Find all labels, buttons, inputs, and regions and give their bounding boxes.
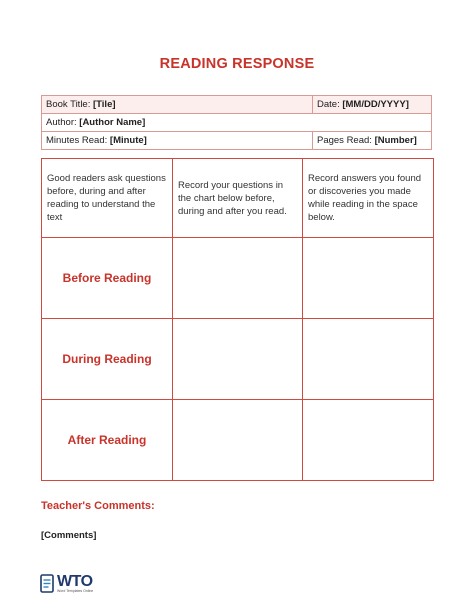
author-field[interactable] [42, 114, 432, 132]
row-label-during-reading: During Reading [42, 319, 173, 400]
logo-text: WTO [57, 573, 93, 590]
teacher-comments-label: Teacher's Comments: [41, 500, 155, 512]
pages-label: Pages Read: [317, 135, 375, 146]
table-row [42, 319, 434, 400]
questions-cell[interactable] [173, 319, 303, 400]
book-title-value: [Tile] [93, 99, 116, 110]
date-value: [MM/DD/YYYY] [342, 99, 409, 110]
page-title: READING RESPONSE [159, 56, 315, 72]
date-label: Date: [317, 99, 343, 110]
book-title-label: Book Title: [46, 99, 93, 110]
row-label-after-reading: After Reading [42, 400, 173, 481]
document-icon [40, 573, 56, 595]
grid-header-cell: Record answers you found or discoveries you made while reading in the space below. [303, 159, 434, 238]
teacher-comments-field[interactable]: [Comments] [41, 530, 97, 541]
questions-cell[interactable] [173, 400, 303, 481]
minutes-label: Minutes Read: [46, 135, 110, 146]
table-row [42, 238, 434, 319]
questions-cell[interactable] [173, 238, 303, 319]
answers-cell[interactable] [303, 319, 434, 400]
logo-subtitle: Word Templates Online [57, 589, 94, 593]
date-field[interactable] [313, 96, 432, 114]
grid-header-row [42, 159, 434, 238]
answers-cell[interactable] [303, 400, 434, 481]
author-value: [Author Name] [79, 117, 146, 128]
row-label-before-reading: Before Reading [42, 238, 173, 319]
minutes-value: [Minute] [109, 135, 147, 146]
book-info-table [41, 95, 432, 150]
answers-cell[interactable] [303, 238, 434, 319]
pages-value: [Number] [374, 135, 417, 146]
pages-read-field[interactable] [313, 132, 432, 150]
grid-header-cell: Good readers ask questions before, during and after reading to understand the text [42, 159, 173, 238]
table-row [42, 400, 434, 481]
grid-header-cell: Record your questions in the chart below before, during and after you read. [173, 159, 303, 238]
book-title-field[interactable] [42, 96, 313, 114]
minutes-read-field[interactable] [42, 132, 313, 150]
wto-logo [40, 573, 100, 595]
reading-grid [41, 158, 434, 481]
author-label: Author: [46, 117, 80, 128]
